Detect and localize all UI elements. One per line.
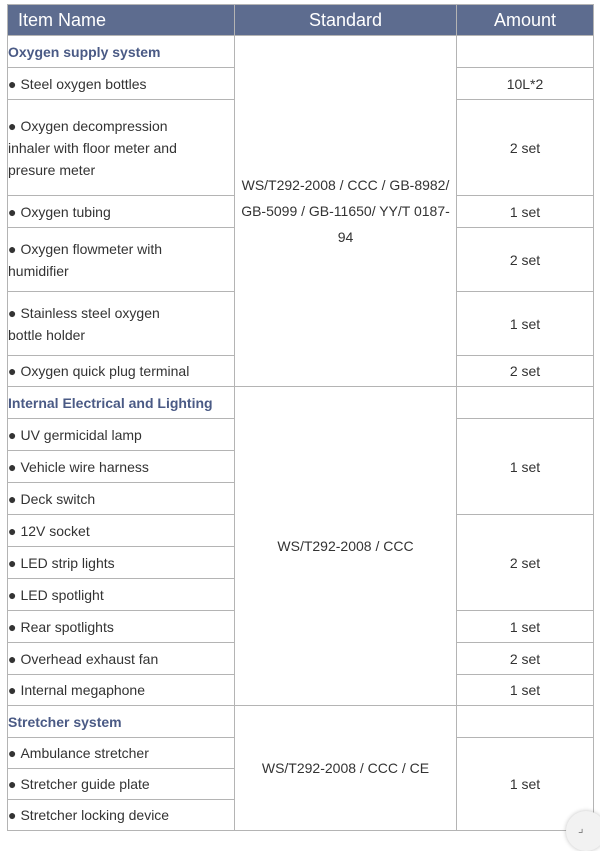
amount-cell: 1 set bbox=[457, 196, 594, 228]
standard-electrical: WS/T292-2008 / CCC bbox=[235, 387, 457, 706]
item-cell bbox=[8, 579, 235, 611]
item-label: LED spotlight bbox=[20, 586, 104, 603]
section-title-oxygen: Oxygen supply system bbox=[8, 36, 235, 68]
item-label: Stainless steel oxygen bottle holder bbox=[8, 304, 160, 343]
item-cell bbox=[8, 738, 235, 769]
bullet-icon: ● bbox=[8, 304, 17, 321]
item-label: UV germicidal lamp bbox=[20, 426, 142, 443]
bullet-icon: ● bbox=[8, 426, 17, 443]
equipment-table bbox=[7, 4, 594, 831]
bullet-icon: ● bbox=[8, 490, 17, 507]
bullet-icon: ● bbox=[8, 240, 17, 257]
item-label: Deck switch bbox=[20, 490, 96, 507]
bullet-icon: ● bbox=[8, 363, 17, 379]
item-cell bbox=[8, 228, 235, 292]
bullet-icon: ● bbox=[8, 745, 17, 761]
item-cell bbox=[8, 483, 235, 515]
amount-empty bbox=[457, 36, 594, 68]
item-label: Oxygen decompression inhaler with floor meter and presure meter bbox=[8, 117, 177, 178]
item-label: Oxygen quick plug terminal bbox=[20, 363, 190, 379]
item-cell bbox=[8, 800, 235, 831]
section-title-electrical: Internal Electrical and Lighting bbox=[8, 387, 235, 419]
bullet-icon: ● bbox=[8, 75, 17, 92]
bullet-icon: ● bbox=[8, 682, 17, 698]
item-cell bbox=[8, 515, 235, 547]
bullet-icon: ● bbox=[8, 807, 17, 823]
item-cell bbox=[8, 356, 235, 387]
section-row bbox=[8, 36, 594, 68]
item-label: Stretcher locking device bbox=[20, 807, 170, 823]
amount-empty bbox=[457, 387, 594, 419]
header-item-name: Item Name bbox=[8, 5, 235, 36]
item-cell bbox=[8, 547, 235, 579]
expand-glyph: ⌟ bbox=[578, 821, 584, 835]
item-cell bbox=[8, 643, 235, 675]
item-cell bbox=[8, 451, 235, 483]
item-label: Ambulance stretcher bbox=[20, 745, 149, 761]
amount-cell: 2 set bbox=[457, 100, 594, 196]
amount-cell: 1 set bbox=[457, 419, 594, 515]
item-label: Vehicle wire harness bbox=[20, 458, 149, 475]
item-label: Overhead exhaust fan bbox=[20, 650, 159, 667]
table-header-row bbox=[8, 5, 594, 36]
item-label: LED strip lights bbox=[20, 554, 115, 571]
item-cell bbox=[8, 769, 235, 800]
item-label: Rear spotlights bbox=[20, 618, 114, 635]
amount-cell: 2 set bbox=[457, 643, 594, 675]
item-label: Oxygen flowmeter with humidifier bbox=[8, 240, 163, 279]
amount-empty bbox=[457, 706, 594, 738]
bullet-icon: ● bbox=[8, 117, 17, 134]
bullet-icon: ● bbox=[8, 554, 17, 571]
header-amount: Amount bbox=[457, 5, 594, 36]
bullet-icon: ● bbox=[8, 650, 17, 667]
standard-oxygen: WS/T292-2008 / CCC / GB-8982/ GB-5099 / GB-11650/ YY/T 0187-94 bbox=[235, 36, 457, 387]
amount-cell: 2 set bbox=[457, 356, 594, 387]
amount-cell: 1 set bbox=[457, 675, 594, 706]
item-cell bbox=[8, 675, 235, 706]
section-row bbox=[8, 706, 594, 738]
bullet-icon: ● bbox=[8, 458, 17, 475]
item-cell bbox=[8, 68, 235, 100]
item-cell bbox=[8, 100, 235, 196]
item-label: Stretcher guide plate bbox=[20, 776, 150, 792]
expand-icon[interactable] bbox=[566, 811, 600, 851]
amount-cell: 2 set bbox=[457, 515, 594, 611]
item-cell bbox=[8, 611, 235, 643]
item-cell bbox=[8, 292, 235, 356]
bullet-icon: ● bbox=[8, 203, 17, 220]
amount-cell: 10L*2 bbox=[457, 68, 594, 100]
bullet-icon: ● bbox=[8, 776, 17, 792]
item-label: Internal megaphone bbox=[20, 682, 146, 698]
amount-cell: 1 set bbox=[457, 292, 594, 356]
item-label: Steel oxygen bottles bbox=[20, 75, 147, 92]
bullet-icon: ● bbox=[8, 586, 17, 603]
bullet-icon: ● bbox=[8, 522, 17, 539]
standard-stretcher: WS/T292-2008 / CCC / CE bbox=[235, 706, 457, 831]
amount-cell: 2 set bbox=[457, 228, 594, 292]
item-cell bbox=[8, 196, 235, 228]
item-label: Oxygen tubing bbox=[20, 203, 111, 220]
bullet-icon: ● bbox=[8, 618, 17, 635]
section-row bbox=[8, 387, 594, 419]
item-label: 12V socket bbox=[20, 522, 90, 539]
amount-cell: 1 set bbox=[457, 611, 594, 643]
section-title-stretcher: Stretcher system bbox=[8, 706, 235, 738]
amount-cell: 1 set bbox=[457, 738, 594, 831]
header-standard: Standard bbox=[235, 5, 457, 36]
item-cell bbox=[8, 419, 235, 451]
